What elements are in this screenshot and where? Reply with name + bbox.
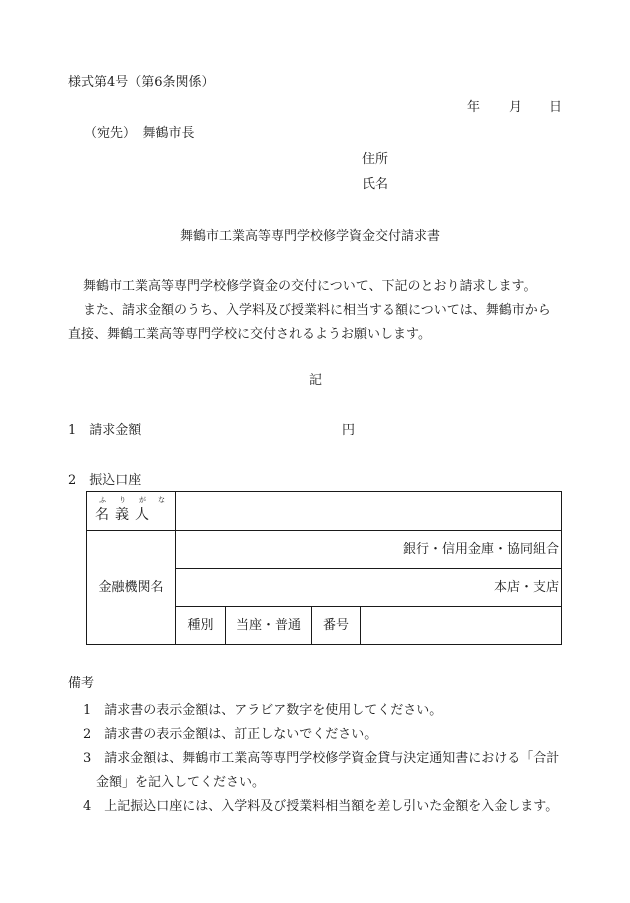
number-label: 番号: [312, 607, 361, 645]
type-options[interactable]: 当座・普通: [226, 607, 312, 645]
institution-label: 金融機関名: [87, 531, 176, 645]
address-label: 住所: [362, 152, 389, 167]
note-item-3: 3 請求金額は、舞鶴市工業高等専門学校修学資金貸与決定通知書における「合計: [83, 751, 560, 766]
body-line-3: 直接、舞鶴工業高等専門学校に交付されるようお願いします。: [68, 327, 431, 342]
note-item-4: 4 上記振込口座には、入学料及び授業料相当額を差し引いた金額を入金します。: [83, 799, 559, 814]
account-number-field[interactable]: [361, 607, 562, 645]
request-amount-label: 1 請求金額: [68, 423, 142, 438]
ruby-na: な: [158, 496, 165, 504]
date-month-label: 月: [509, 100, 523, 115]
holder-label-cell: [87, 492, 176, 531]
ki-heading: 記: [309, 373, 323, 388]
body-line-1: 舞鶴市工業高等専門学校修学資金の交付について、下記のとおり請求します。: [83, 279, 537, 294]
type-label: 種別: [176, 607, 226, 645]
document-title: 舞鶴市工業高等専門学校修学資金交付請求書: [180, 229, 441, 244]
account-table: [86, 491, 562, 645]
ruby-ri: り: [119, 496, 126, 504]
addressee: （宛先） 舞鶴市長: [84, 126, 195, 141]
bank-types-field[interactable]: 銀行・信用金庫・協同組合: [176, 531, 562, 569]
date-year-label: 年: [467, 100, 481, 115]
notes-heading: 備考: [68, 676, 95, 691]
note-item-3-cont: 金額」を記入してください。: [96, 775, 266, 790]
note-item-2: 2 請求書の表示金額は、訂正しないでください。: [83, 727, 378, 742]
holder-label: 名義人: [95, 507, 155, 523]
note-item-1: 1 請求書の表示金額は、アラビア数字を使用してください。: [83, 703, 443, 718]
holder-name-field[interactable]: [176, 492, 562, 531]
transfer-account-label: 2 振込口座: [68, 473, 142, 488]
yen-unit: 円: [342, 423, 356, 438]
form-number: 様式第4号（第6条関係）: [68, 75, 215, 90]
ruby-ga: が: [139, 496, 146, 504]
name-label: 氏名: [362, 177, 389, 192]
date-day-label: 日: [549, 100, 563, 115]
branch-types-field[interactable]: 本店・支店: [176, 569, 562, 607]
ruby-fu: ふ: [99, 496, 106, 504]
body-line-2: また、請求金額のうち、入学料及び授業料に相当する額については、舞鶴市から: [83, 303, 551, 318]
